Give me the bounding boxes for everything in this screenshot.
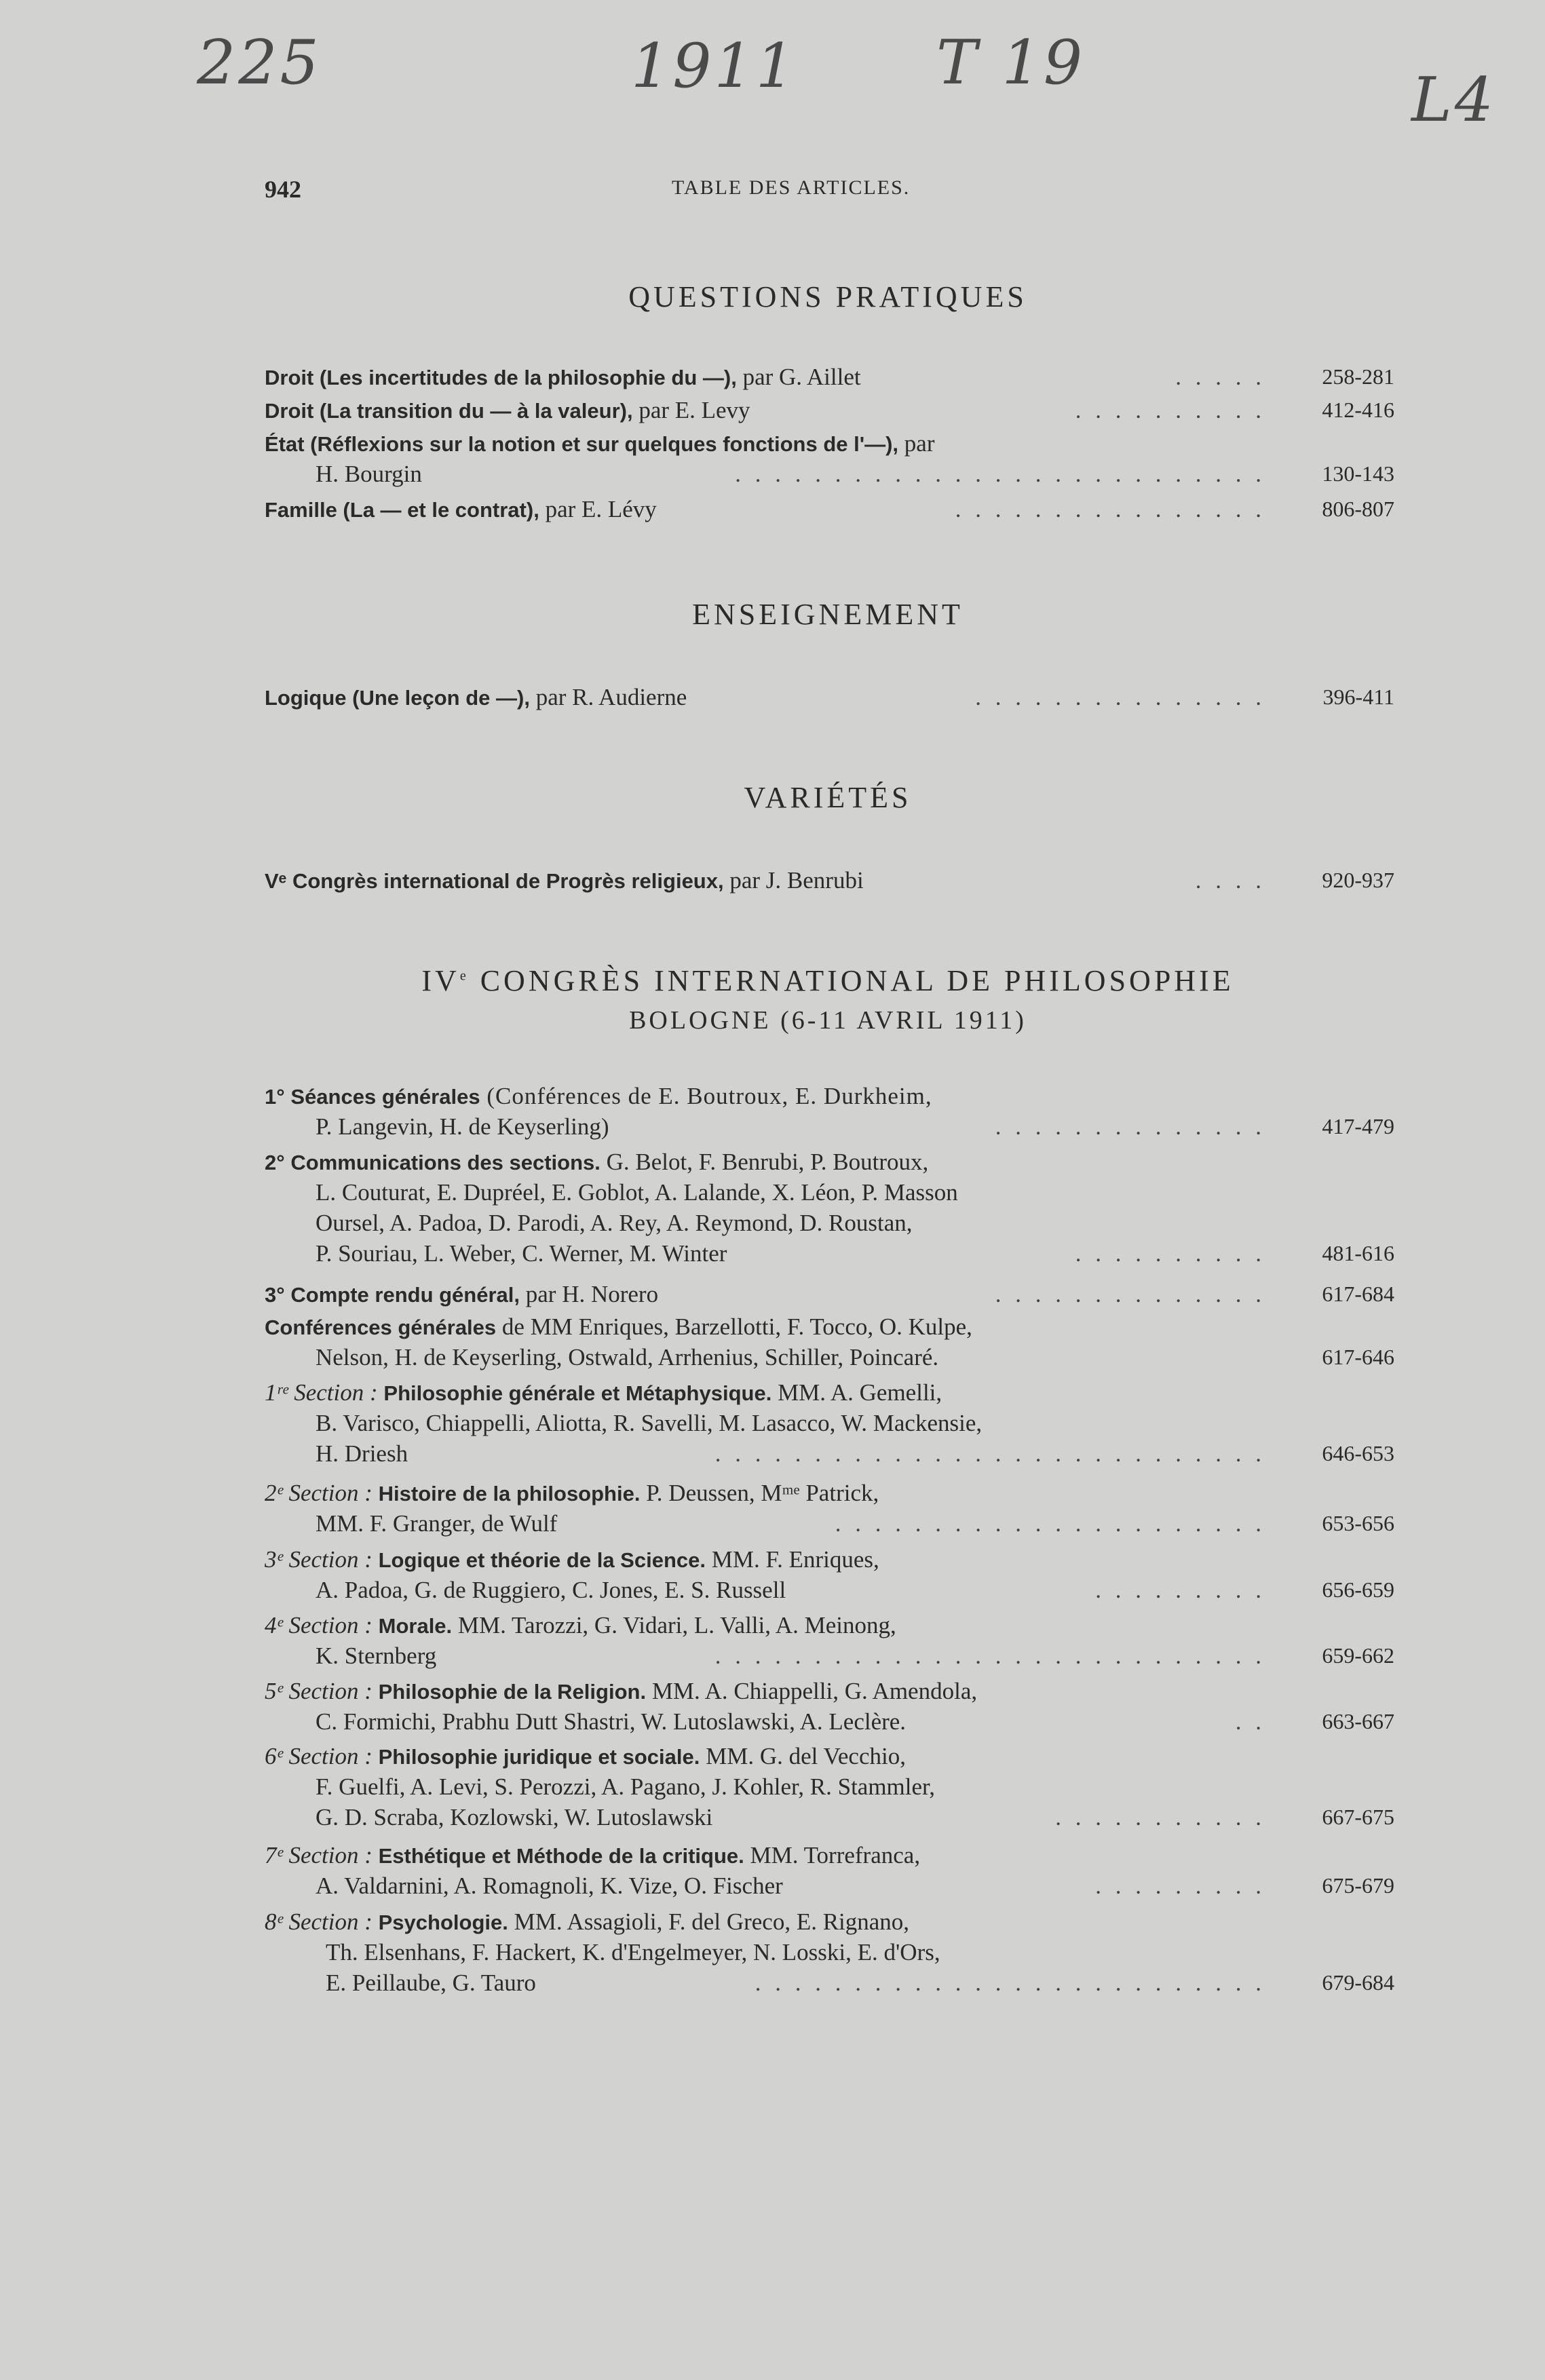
toc-entry: Logique (Une leçon de —), par R. Audierne . . . . . . . . . . . . . . . 396-411: [265, 682, 1394, 712]
page-range: 656-659: [1322, 1577, 1394, 1602]
page-range: 412-416: [1322, 398, 1394, 422]
page-header: [265, 175, 1384, 216]
toc-entry: 7ᵉ Section : Esthétique et Méthode de la critique. MM. Torrefranca, A. Valdarnini, A. Romagnoli, K. Vize, O. Fischer . . . . . . . . . 675-679: [265, 1840, 1394, 1901]
page-number: 942: [265, 176, 301, 203]
toc-entry: 2ᵉ Section : Histoire de la philosophie. P. Deussen, Mᵐᵉ Patrick, MM. F. Granger, de Wulf . . . . . . . . . . . . . . . . . . . . . . 653-656: [265, 1478, 1394, 1539]
handwritten-note-year: 1911: [631, 31, 798, 102]
handwritten-note-left: 225: [197, 27, 322, 98]
running-title: TABLE DES ARTICLES.: [672, 176, 911, 199]
toc-entry: 4ᵉ Section : Morale. MM. Tarozzi, G. Vidari, L. Valli, A. Meinong, K. Sternberg . . . . . . . . . . . . . . . . . . . . . . . . . . . . 659-662: [265, 1610, 1394, 1671]
toc-entry: 3ᵉ Section : Logique et théorie de la Science. MM. F. Enriques, A. Padoa, G. de Ruggiero, C. Jones, E. S. Russell . . . . . . . . . 656-659: [265, 1544, 1394, 1605]
page-range: 417-479: [1322, 1114, 1394, 1138]
page-range: 659-662: [1322, 1643, 1394, 1668]
page-range: 663-667: [1322, 1709, 1394, 1733]
page-range: 646-653: [1322, 1441, 1394, 1465]
toc-entry: 5ᵉ Section : Philosophie de la Religion. MM. A. Chiappelli, G. Amendola, C. Formichi, Prabhu Dutt Shastri, W. Lutoslawski, A. Leclère. . . 663-667: [265, 1676, 1394, 1737]
page-range: 679-684: [1322, 1970, 1394, 1995]
page-range: 617-684: [1322, 1282, 1394, 1306]
toc-entry: Droit (Les incertitudes de la philosophie du —), par G. Aillet . . . . . 258-281: [265, 362, 1394, 392]
toc-entry: 1ʳᵉ Section : Philosophie générale et Métaphysique. MM. A. Gemelli, B. Varisco, Chiappelli, Aliotta, R. Savelli, M. Lasacco, W. Mackensie, H. Driesh . . . . . . . . . . . . . . . . . . . . . . . . . . . . 646-653: [265, 1377, 1394, 1469]
section-subtitle-congres: BOLOGNE (6-11 AVRIL 1911): [629, 1006, 1027, 1035]
page-range: 667-675: [1322, 1805, 1394, 1829]
toc-entry: État (Réflexions sur la notion et sur quelques fonctions de l'—), par H. Bourgin . . . . . . . . . . . . . . . . . . . . . . . . . . . 130-143: [265, 428, 1394, 489]
toc-entry: 8ᵉ Section : Psychologie. MM. Assagioli, F. del Greco, E. Rignano, Th. Elsenhans, F. Hackert, K. d'Engelmeyer, N. Losski, E. d'Ors, E. Peillaube, G. Tauro . . . . . . . . . . . . . . . . . . . . . . . . . . 679-684: [265, 1906, 1394, 1998]
toc-entry: Vᵉ Congrès international de Progrès religieux, par J. Benrubi . . . . 920-937: [265, 865, 1394, 896]
section-title-questions-pratiques: QUESTIONS PRATIQUES: [628, 280, 1027, 313]
page-range: 481-616: [1322, 1241, 1394, 1265]
section-title-congres: IVe CONGRÈS INTERNATIONAL DE PHILOSOPHIE: [421, 964, 1234, 997]
page-range: 920-937: [1322, 868, 1394, 892]
toc-entry: 6ᵉ Section : Philosophie juridique et sociale. MM. G. del Vecchio, F. Guelfi, A. Levi, S. Perozzi, A. Pagano, J. Kohler, R. Stammler, G. D. Scraba, Kozlowski, W. Lutoslawski . . . . . . . . . . . 667-675: [265, 1741, 1394, 1832]
section-title-enseignement: ENSEIGNEMENT: [692, 598, 964, 631]
toc-entry: Famille (La — et le contrat), par E. Lévy . . . . . . . . . . . . . . . . 806-807: [265, 494, 1394, 524]
toc-entry: 2° Communications des sections. G. Belot, F. Benrubi, P. Boutroux, L. Couturat, E. Dupréel, E. Goblot, A. Lalande, X. Léon, P. Masson Oursel, A. Padoa, D. Parodi, A. Rey, A. Reymond, D. Roustan, P. Souriau, L. Weber, C. Werner, M. Winter . . . . . . . . . . 481-616: [265, 1147, 1394, 1269]
toc-entry: 1° Séances générales (Conférences de E. Boutroux, E. Durkheim, P. Langevin, H. de Keyserling) . . . . . . . . . . . . . . 417-479: [265, 1081, 1394, 1142]
toc-entry: Droit (La transition du — à la valeur), par E. Levy . . . . . . . . . . 412-416: [265, 395, 1394, 425]
page-range: 258-281: [1322, 364, 1394, 389]
toc-entry: 3° Compte rendu général, par H. Norero . . . . . . . . . . . . . . 617-684: [265, 1279, 1394, 1309]
page-range: 396-411: [1322, 685, 1394, 709]
page-range: 617-646: [1322, 1345, 1394, 1369]
page-range: 806-807: [1322, 497, 1394, 521]
handwritten-note-tome: T 19: [936, 27, 1086, 98]
page-range: 675-679: [1322, 1873, 1394, 1898]
toc-entry: Conférences générales de MM Enriques, Barzellotti, F. Tocco, O. Kulpe, Nelson, H. de Keyserling, Ostwald, Arrhenius, Schiller, Poincaré. 617-646: [265, 1311, 1394, 1373]
section-title-varietes: VARIÉTÉS: [744, 781, 912, 814]
page-range: 130-143: [1322, 461, 1394, 486]
page-range: 653-656: [1322, 1511, 1394, 1535]
handwritten-note-right: L4: [1411, 64, 1497, 136]
